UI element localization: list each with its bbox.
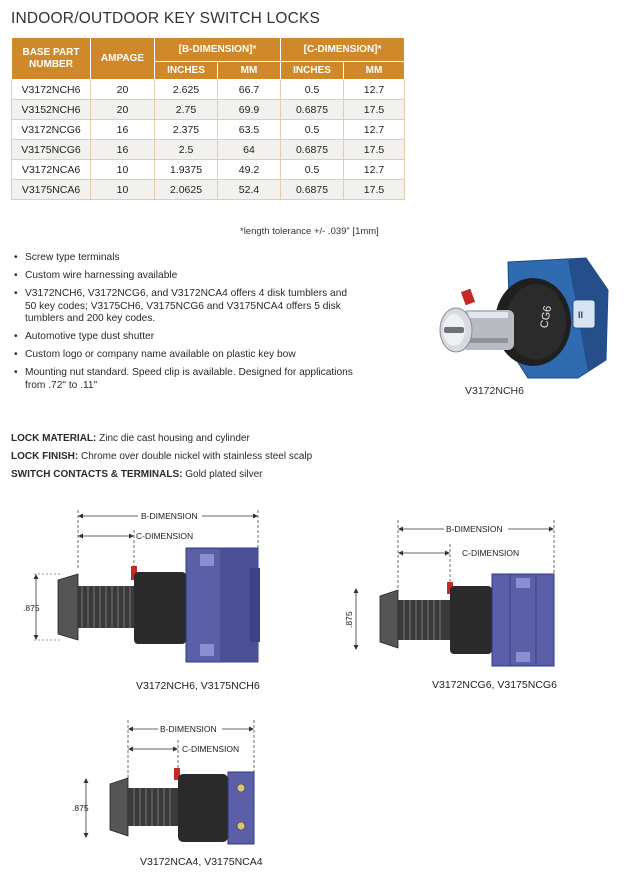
lock-material-label: LOCK MATERIAL:	[11, 433, 97, 444]
cell-c-mm: 12.7	[344, 160, 405, 180]
cell-b-mm: 69.9	[218, 100, 281, 120]
cell-b-inches: 1.9375	[155, 160, 218, 180]
cell-amp: 20	[91, 100, 155, 120]
lock-finish-label: LOCK FINISH:	[11, 451, 79, 462]
cell-part: V3175NCA6	[12, 180, 91, 200]
feature-item: • V3172NCH6, V3172NCG6, and V3172NCA4 offers 4 disk tumblers and 50 key codes; V3175CH6, V3175NCG6 and V3175NCA4 offers 5 disk tumblers and 200 key codes.	[14, 288, 354, 326]
height-label: .875	[72, 803, 89, 813]
header-c-inches: INCHES	[281, 62, 344, 80]
height-label: .875	[344, 611, 354, 628]
cell-c-mm: 17.5	[344, 180, 405, 200]
contacts-label: SWITCH CONTACTS & TERMINALS:	[11, 469, 183, 480]
cell-amp: 20	[91, 80, 155, 100]
table-header-row	[12, 38, 405, 62]
header-b-dimension: [B-DIMENSION]*	[155, 38, 281, 62]
lock-finish-value: Chrome over double nickel with stainless steel scalp	[78, 451, 313, 462]
cell-c-mm: 12.7	[344, 120, 405, 140]
table-row	[12, 100, 405, 120]
height-label: .875	[23, 603, 40, 613]
cell-amp: 10	[91, 180, 155, 200]
c-dimension-label: C-DIMENSION	[462, 548, 520, 558]
cell-c-mm: 17.5	[344, 100, 405, 120]
svg-text:II: II	[578, 310, 584, 320]
cell-part: V3172NCA6	[12, 160, 91, 180]
cell-c-mm: 12.7	[344, 80, 405, 100]
tolerance-note: *length tolerance +/- .039" [1mm]	[240, 226, 379, 237]
cell-b-mm: 52.4	[218, 180, 281, 200]
lock-material-value: Zinc die cast housing and cylinder	[96, 433, 250, 444]
cell-b-inches: 2.0625	[155, 180, 218, 200]
product-photo	[418, 250, 618, 400]
photo-marking: CG6	[538, 304, 555, 330]
feature-item: • Custom wire harnessing available	[14, 270, 354, 283]
cell-b-inches: 2.375	[155, 120, 218, 140]
cell-part: V3175NCG6	[12, 140, 91, 160]
cell-c-inches: 0.5	[281, 80, 344, 100]
feature-item: • Automotive type dust shutter	[14, 331, 354, 344]
cell-part: V3152NCH6	[12, 100, 91, 120]
drawing-nch6	[20, 508, 270, 668]
table-row	[12, 160, 405, 180]
drawing-nca4	[70, 718, 280, 858]
feature-list	[14, 252, 354, 398]
page-title: INDOOR/OUTDOOR KEY SWITCH LOCKS	[11, 10, 321, 27]
cell-c-mm: 17.5	[344, 140, 405, 160]
cell-b-inches: 2.5	[155, 140, 218, 160]
header-ampage: AMPAGE	[91, 38, 155, 80]
header-b-mm: MM	[218, 62, 281, 80]
cell-amp: 16	[91, 140, 155, 160]
lock-material-line	[11, 430, 312, 448]
c-dimension-label: C-DIMENSION	[182, 744, 240, 754]
contacts-line	[11, 466, 312, 484]
b-dimension-label: B-DIMENSION	[446, 524, 503, 534]
cell-c-inches: 0.6875	[281, 180, 344, 200]
cell-c-inches: 0.5	[281, 120, 344, 140]
table-row	[12, 120, 405, 140]
feature-item: • Screw type terminals	[14, 252, 354, 265]
header-base-part: BASE PART NUMBER	[12, 38, 91, 80]
feature-item: • Mounting nut standard. Speed clip is available. Designed for applications from .72" to .11"	[14, 367, 354, 392]
cell-b-mm: 64	[218, 140, 281, 160]
caption-drawing-3: V3172NCA4, V3175NCA4	[140, 856, 263, 868]
c-dimension-label: C-DIMENSION	[136, 531, 194, 541]
cell-amp: 10	[91, 160, 155, 180]
cell-b-mm: 63.5	[218, 120, 281, 140]
table-row	[12, 140, 405, 160]
table-row	[12, 80, 405, 100]
drawing-ncg6	[340, 518, 570, 678]
contacts-value: Gold plated silver	[182, 469, 263, 480]
feature-item: • Custom logo or company name available on plastic key bow	[14, 349, 354, 362]
caption-drawing-1: V3172NCH6, V3175NCH6	[136, 680, 260, 692]
cell-c-inches: 0.6875	[281, 140, 344, 160]
b-dimension-label: B-DIMENSION	[141, 511, 198, 521]
materials-block	[11, 430, 312, 484]
cell-amp: 16	[91, 120, 155, 140]
cell-b-mm: 66.7	[218, 80, 281, 100]
cell-part: V3172NCG6	[12, 120, 91, 140]
cell-part: V3172NCH6	[12, 80, 91, 100]
caption-drawing-2: V3172NCG6, V3175NCG6	[432, 679, 557, 691]
specs-table	[11, 37, 405, 200]
cell-c-inches: 0.5	[281, 160, 344, 180]
cell-b-inches: 2.625	[155, 80, 218, 100]
header-b-inches: INCHES	[155, 62, 218, 80]
cell-b-inches: 2.75	[155, 100, 218, 120]
header-c-dimension: [C-DIMENSION]*	[281, 38, 405, 62]
table-row	[12, 180, 405, 200]
lock-finish-line	[11, 448, 312, 466]
b-dimension-label: B-DIMENSION	[160, 724, 217, 734]
photo-caption: V3172NCH6	[465, 385, 524, 397]
header-c-mm: MM	[344, 62, 405, 80]
cell-b-mm: 49.2	[218, 160, 281, 180]
cell-c-inches: 0.6875	[281, 100, 344, 120]
